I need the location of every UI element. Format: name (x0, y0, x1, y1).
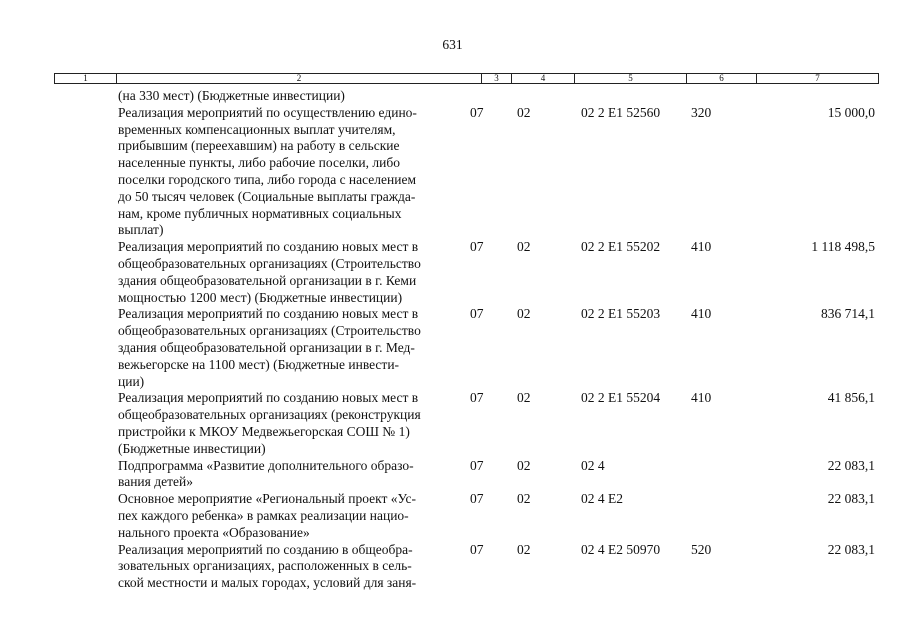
row-name-line: населенные пункты, либо рабочие поселки, либо (118, 155, 400, 171)
row-subsection: 02 (517, 239, 531, 255)
row-subsection: 02 (517, 306, 531, 322)
row-expense-type: 320 (691, 104, 712, 120)
row-target-code: 02 4 (581, 457, 605, 473)
row-name (118, 88, 468, 105)
row-name-line: Реализация мероприятий по созданию в общеобра- (118, 541, 413, 557)
row-target-code: 02 2 E1 55203 (581, 306, 661, 322)
row-subsection: 02 (517, 541, 531, 557)
row-name-line: поселки городского типа, либо города с населением (118, 171, 417, 187)
row-name-line: нального проекта «Образование» (118, 524, 310, 540)
row-name-line: Подпрограмма «Развитие дополнительного образо- (118, 457, 414, 473)
row-name-line: прибывшим (переехавшим) на работу в сельские (118, 138, 400, 154)
row-section: 07 (470, 306, 484, 322)
row-name-line: Реализация мероприятий по созданию новых мест в (118, 239, 419, 255)
row-name-line: выплат) (118, 222, 164, 238)
row-target-code: 02 2 E1 55204 (581, 390, 661, 406)
row-name-line: общеобразовательных организациях (Строительство (118, 323, 421, 339)
row-section: 07 (470, 457, 484, 473)
row-name-line: общеобразовательных организациях (реконструкция (118, 407, 421, 423)
row-amount: 41 856,1 (827, 390, 875, 406)
row-name (118, 239, 468, 306)
row-target-code: 02 2 E1 55202 (581, 239, 661, 255)
row-amount: 22 083,1 (827, 541, 875, 557)
page-number: 631 (442, 37, 463, 52)
header-col-4: 4 (512, 74, 575, 83)
row-section: 07 (470, 104, 484, 120)
row-name-line: мощностью 1200 мест) (Бюджетные инвестиции) (118, 289, 403, 305)
row-amount: 836 714,1 (821, 306, 875, 322)
row-subsection: 02 (517, 491, 531, 507)
row-amount: 1 118 498,5 (811, 239, 875, 255)
row-target-code: 02 4 E2 (581, 491, 623, 507)
header-col-2: 2 (117, 74, 482, 83)
row-name-line: пристройки к МКОУ Медвежьегорская СОШ № 1) (118, 423, 410, 439)
row-section: 07 (470, 239, 484, 255)
row-expense-type: 410 (691, 239, 712, 255)
header-col-6: 6 (687, 74, 757, 83)
row-name-line: (на 330 мест) (Бюджетные инвестиции) (118, 88, 345, 103)
row-amount: 22 083,1 (827, 491, 875, 507)
row-subsection: 02 (517, 390, 531, 406)
row-section: 07 (470, 491, 484, 507)
header-col-7: 7 (815, 73, 820, 83)
row-amount: 22 083,1 (827, 457, 875, 473)
row-amount: 15 000,0 (827, 104, 875, 120)
row-name-line: здания общеобразовательной организации в г. Кеми (118, 272, 417, 288)
row-name-line: Реализация мероприятий по созданию новых мест в (118, 390, 419, 406)
row-target-code: 02 4 E2 50970 (581, 541, 661, 557)
row-section: 07 (470, 541, 484, 557)
row-name-line: нам, кроме публичных нормативных социальных (118, 205, 402, 221)
row-name (118, 390, 468, 457)
table-header (54, 73, 879, 84)
row-name-line: пех каждого ребенка» в рамках реализации нацио- (118, 507, 409, 523)
row-name (118, 542, 468, 592)
row-name-line: до 50 тысяч человек (Социальные выплаты гражда- (118, 188, 416, 204)
row-expense-type: 520 (691, 541, 712, 557)
row-subsection: 02 (517, 104, 531, 120)
row-name (118, 105, 468, 239)
row-name-line: ции) (118, 373, 145, 389)
row-name-line: зовательных организациях, расположенных в сель- (118, 558, 412, 574)
row-name (118, 491, 468, 541)
row-name-line: ской местности и малых городах, условий для заня- (118, 575, 417, 591)
row-expense-type: 410 (691, 306, 712, 322)
row-name (118, 306, 468, 390)
row-name-line: вания детей» (118, 474, 193, 490)
row-expense-type: 410 (691, 390, 712, 406)
row-name-line: вежьегорске на 1100 мест) (Бюджетные инвести- (118, 356, 400, 372)
row-name-line: (Бюджетные инвестиции) (118, 440, 266, 456)
row-name-line: Реализация мероприятий по созданию новых мест в (118, 306, 419, 322)
row-name-line: здания общеобразовательной организации в г. Мед- (118, 339, 415, 355)
row-name (118, 458, 468, 492)
row-name-line: временных компенсационных выплат учителям, (118, 121, 396, 137)
header-col-5: 5 (575, 74, 687, 83)
row-subsection: 02 (517, 457, 531, 473)
header-col-3: 3 (482, 74, 512, 83)
row-section: 07 (470, 390, 484, 406)
row-name-line: общеобразовательных организациях (Строительство (118, 255, 421, 271)
row-name-line: Основное мероприятие «Региональный проект «Ус- (118, 491, 416, 507)
header-col-1: 1 (55, 74, 117, 83)
row-name-line: Реализация мероприятий по осуществлению едино- (118, 104, 417, 120)
row-target-code: 02 2 E1 52560 (581, 104, 661, 120)
